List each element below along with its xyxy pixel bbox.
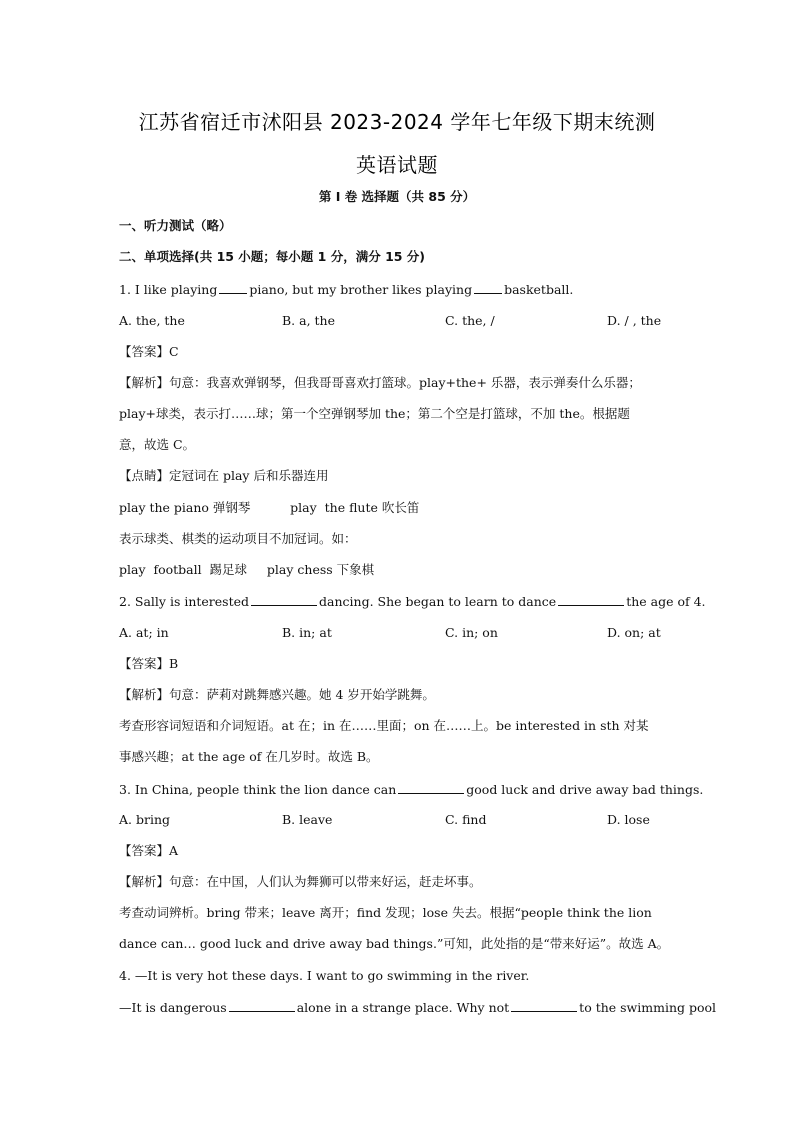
q2-stem-part-a: 2. Sally is interested (119, 594, 250, 609)
q1-stem-part-a: 1. I like playing (119, 282, 218, 297)
q1-example-line: play the piano 弹钢琴 play the flute 吹长笛 (119, 500, 420, 515)
q1-example-line: play football 踢足球 play chess 下象棋 (119, 562, 375, 577)
question-3-stem (119, 781, 704, 798)
q2-analysis-line: 考查形容词短语和介词短语。at 在；in 在……里面；on 在……上。be interested in sth 对某 (119, 718, 649, 733)
part-heading: 第 I 卷 选择题（共 85 分） (318, 189, 476, 204)
section-listening: 一、听力测试（略） (119, 218, 232, 233)
q2-analysis-line: 【解析】句意：萨莉对跳舞感兴趣。她 4 岁开始学跳舞。 (119, 687, 435, 702)
q1-stem-part-b: piano, but my brother likes playing (249, 282, 473, 297)
q1-analysis-line: 【解析】句意：我喜欢弹钢琴，但我哥哥喜欢打篮球。play+the+ 乐器，表示弹奏什么乐器； (119, 375, 641, 390)
q1-option-c: C. the, / (445, 313, 495, 328)
q2-option-c: C. in; on (445, 625, 498, 640)
answer-blank (398, 781, 464, 794)
q1-tip: 【点睛】定冠词在 play 后和乐器连用 (119, 468, 329, 483)
q2-option-d: D. on; at (607, 625, 661, 640)
q4-part-c: to the swimming pool (579, 1000, 717, 1015)
q2-stem-part-b: dancing. She began to learn to dance (319, 594, 557, 609)
answer-blank (511, 999, 577, 1012)
q3-analysis-line: 考查动词辨析。bring 带来；leave 离开；find 发现；lose 失去。根据“people think the lion (119, 905, 652, 920)
q3-analysis-line: 【解析】句意：在中国，人们认为舞狮可以带来好运，赶走坏事。 (119, 874, 482, 889)
q3-option-d: D. lose (607, 812, 650, 827)
q1-option-d: D. / , the (607, 313, 662, 328)
answer-blank (251, 593, 317, 606)
q1-answer: 【答案】C (119, 344, 179, 359)
question-1-stem (119, 281, 679, 298)
q1-example-line: 表示球类、棋类的运动项目不加冠词。如： (119, 531, 357, 546)
section-single-choice: 二、单项选择(共 15 小题；每小题 1 分，满分 15 分) (119, 249, 426, 264)
q4-part-b: alone in a strange place. Why not (296, 1000, 510, 1015)
q4-part-a: —It is dangerous (119, 1000, 227, 1015)
question-2-stem (119, 593, 706, 610)
q2-answer: 【答案】B (119, 656, 179, 671)
answer-blank (558, 593, 624, 606)
q1-option-b: B. a, the (282, 313, 336, 328)
answer-blank (474, 281, 502, 294)
q3-option-a: A. bring (119, 812, 171, 827)
title-line-1: 江苏省宿迁市沭阳县 2023-2024 学年七年级下期末统测 (138, 110, 656, 134)
q3-stem-part-b: good luck and drive away bad things. (466, 782, 704, 797)
answer-blank (229, 999, 295, 1012)
q2-stem-part-c: the age of 4. (626, 594, 706, 609)
q1-analysis-line: play+球类，表示打……球；第一个空弹钢琴加 the；第二个空是打篮球，不加 the。根据题 (119, 406, 630, 421)
answer-blank (219, 281, 247, 294)
q2-option-a: A. at; in (119, 625, 169, 640)
q3-option-c: C. find (445, 812, 487, 827)
q3-answer: 【答案】A (119, 843, 179, 858)
q3-analysis-line: dance can… good luck and drive away bad things.”可知，此处指的是“带来好运”。故选 A。 (119, 936, 670, 951)
q2-option-b: B. in; at (282, 625, 332, 640)
q1-stem-part-c: basketball. (504, 282, 574, 297)
question-4-line-2 (119, 999, 717, 1016)
q3-stem-part-a: 3. In China, people think the lion dance can (119, 782, 397, 797)
q3-option-b: B. leave (282, 812, 333, 827)
q1-option-a: A. the, the (119, 313, 185, 328)
q2-analysis-line: 事感兴趣；at the age of 在几岁时。故选 B。 (119, 749, 379, 764)
question-4-line-1: 4. —It is very hot these days. I want to go swimming in the river. (119, 968, 530, 983)
title-line-2: 英语试题 (356, 153, 438, 177)
q1-analysis-line: 意，故选 C。 (119, 437, 196, 452)
